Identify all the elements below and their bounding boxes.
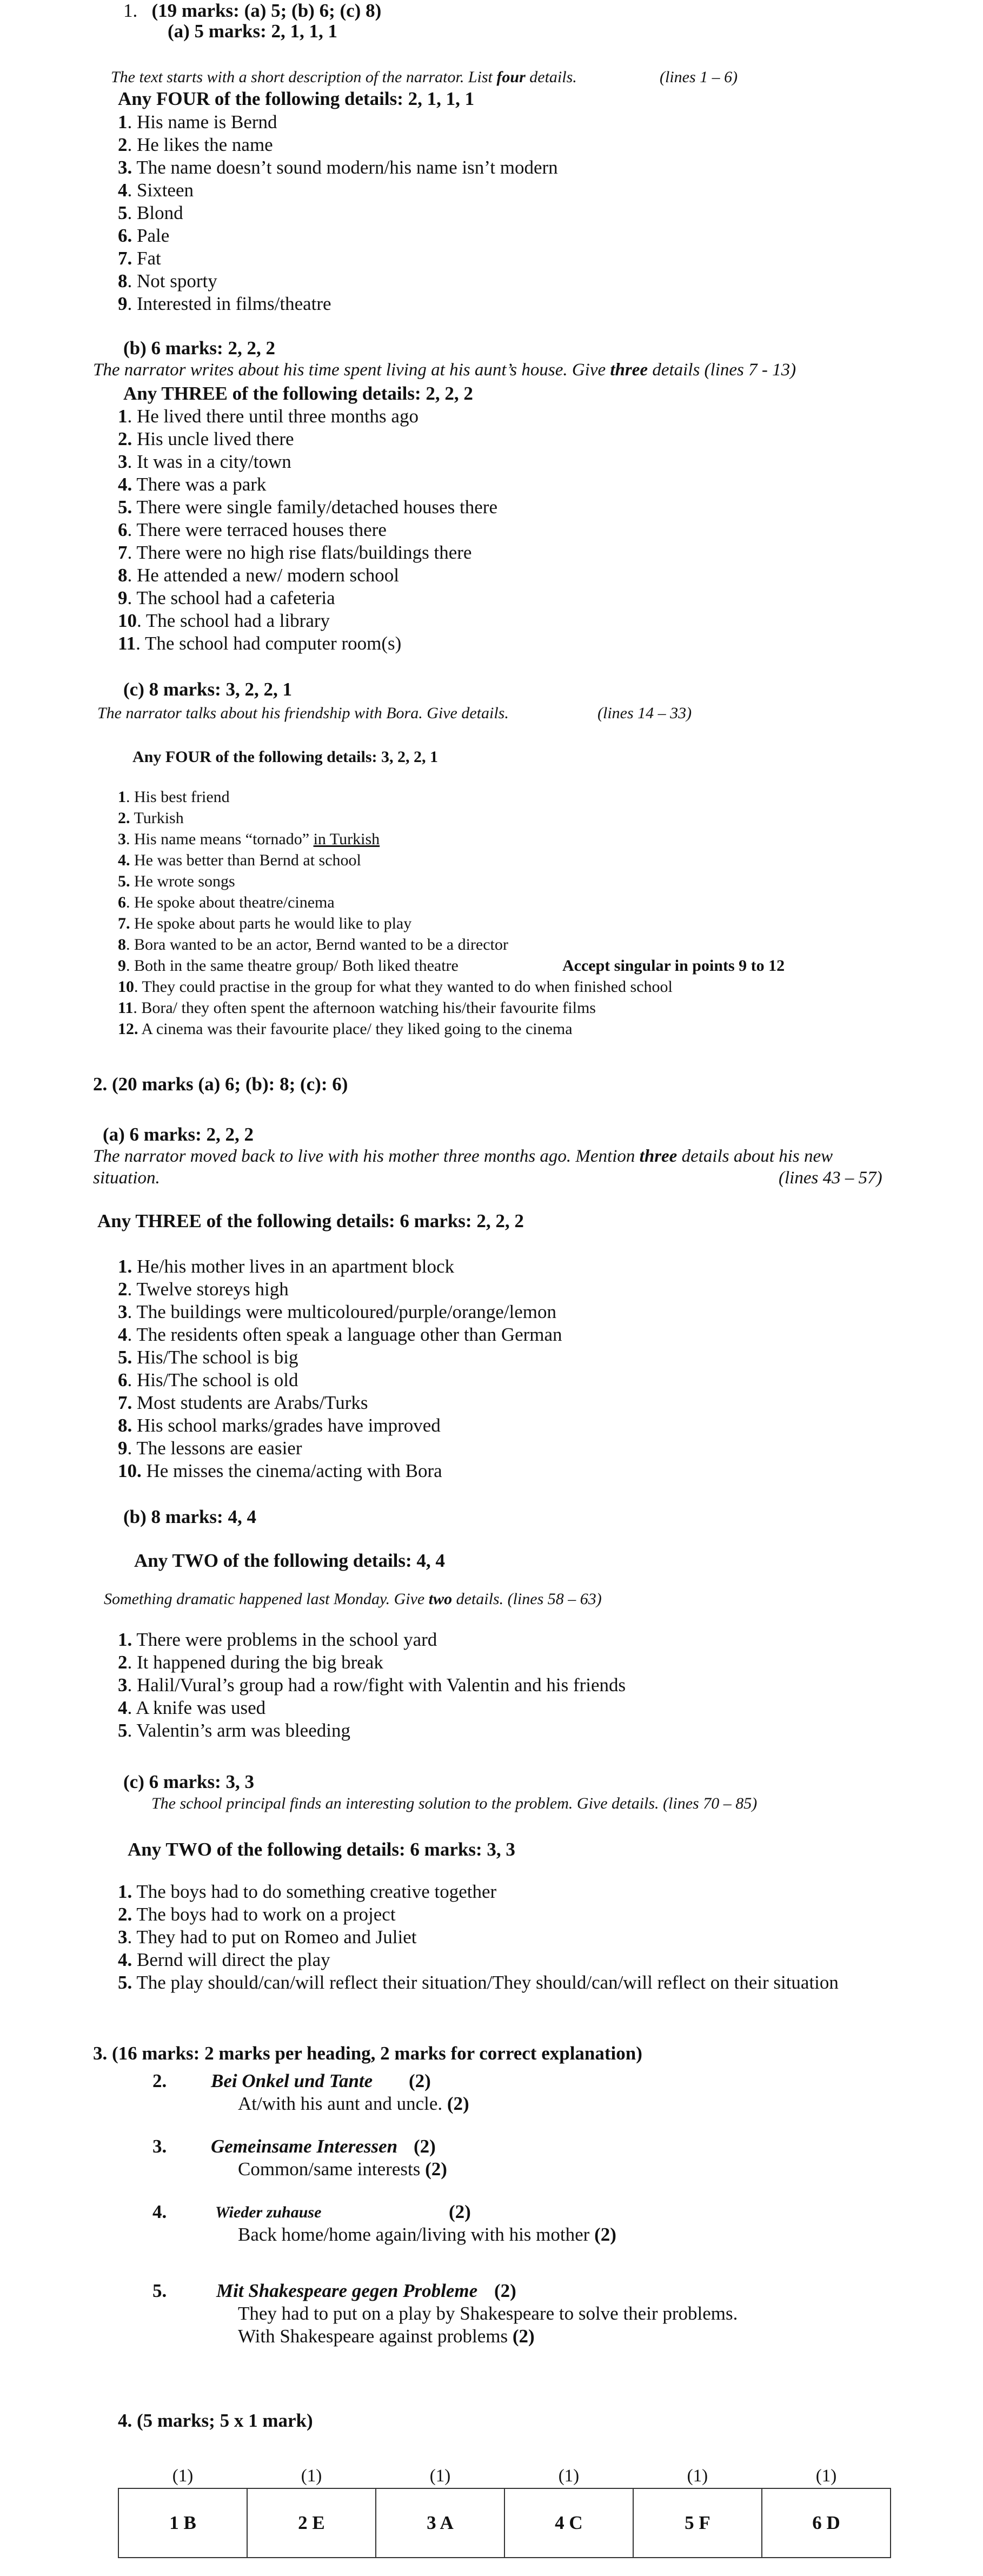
q1b-heading: (b) 6 marks: 2, 2, 2 [123,337,275,359]
list-item: 9. The school had a cafeteria [118,587,335,608]
q3-entry-explanation: They had to put on a play by Shakespeare to solve their problems. [238,2303,738,2324]
list-item: 6. He spoke about theatre/cinema [118,893,335,911]
q1b-prompt: The narrator writes about his time spent living at his aunt’s house. Give three details (lines 7 - 13) [93,360,796,380]
q4-mark: (1) [301,2466,322,2486]
q3-entry-points: (2) [414,2136,436,2157]
q3-entry-explanation: Back home/home again/living with his mother (2) [238,2224,616,2245]
list-item: 7. There were no high rise flats/buildings there [118,542,472,563]
list-item: 1. His best friend [118,788,230,806]
table-cell: 5 F [633,2488,762,2558]
list-item: 4. A knife was used [118,1697,266,1718]
list-item: 6. Pale [118,225,170,246]
q2a-heading: (a) 6 marks: 2, 2, 2 [103,1124,254,1145]
list-item: 4. There was a park [118,474,267,495]
q3-entry-points: (2) [449,2201,471,2222]
q2-heading: 2. (20 marks (a) 6; (b): 8; (c): 6) [93,1074,348,1095]
list-item: 1. He lived there until three months ago [118,406,419,427]
list-item: 10. He misses the cinema/acting with Bora [118,1460,442,1481]
list-item: 4. Sixteen [118,180,194,201]
q2a-prompt: The narrator moved back to live with his mother three months ago. Mention three details about his new [93,1147,833,1166]
list-item: 6. His/The school is old [118,1369,298,1390]
list-item: 5. There were single family/detached houses there [118,496,497,518]
list-item: 4. The residents often speak a language other than German [118,1324,562,1345]
q3-entry-number: 2. [152,2070,167,2091]
list-item: 2. The boys had to work on a project [118,1904,396,1925]
list-item: 2. Twelve storeys high [118,1279,289,1300]
list-item: 8. Not sporty [118,270,217,292]
q1a-prompt: The text starts with a short description of the narrator. List four details. [111,68,577,86]
q2b-prompt: Something dramatic happened last Monday. Give two details. (lines 58 – 63) [104,1590,602,1608]
list-item: 8. His school marks/grades have improved [118,1415,441,1436]
q3-entry-points: (2) [409,2070,431,2091]
list-item: 2. He likes the name [118,134,273,155]
q3-entry-heading: Mit Shakespeare gegen Probleme [216,2280,478,2301]
list-item: 9. The lessons are easier [118,1438,302,1459]
q4-mark: (1) [687,2466,708,2486]
list-item: 5. The play should/can/will reflect their situation/They should/can/will reflect on their situation [118,1972,839,1993]
q1-heading: 1. (19 marks: (a) 5; (b) 6; (c) 8) [123,0,382,21]
q2a-lines: (lines 43 – 57) [779,1168,882,1188]
list-item: 2. His uncle lived there [118,428,294,449]
list-item: 3. They had to put on Romeo and Juliet [118,1926,417,1948]
list-item: 3. It was in a city/town [118,451,291,472]
list-item: 8. He attended a new/ modern school [118,565,399,586]
list-item: 5. He wrote songs [118,872,235,890]
q3-entry-explanation-2: With Shakespeare against problems (2) [238,2326,535,2347]
list-item: 4. Bernd will direct the play [118,1949,330,1970]
list-item: 1. His name is Bernd [118,111,277,133]
q3-entry-explanation: At/with his aunt and uncle. (2) [238,2093,469,2114]
q2a-any: Any THREE of the following details: 6 marks: 2, 2, 2 [97,1210,524,1231]
q2a-prompt-line2: situation. [93,1168,160,1188]
list-item: 5. Blond [118,202,183,223]
list-item: 11. Bora/ they often spent the afternoon watching his/their favourite films [118,999,596,1017]
q3-entry-heading: Gemeinsame Interessen [211,2136,398,2157]
list-item: 7. Most students are Arabs/Turks [118,1392,368,1413]
list-item: 8. Bora wanted to be an actor, Bernd wanted to be a director [118,936,508,953]
table-cell: 6 D [762,2488,891,2558]
q1a-lines: (lines 1 – 6) [660,68,738,86]
table-row [118,2488,891,2558]
list-item: 9. Both in the same theatre group/ Both liked theatre [118,957,459,975]
q2c-heading: (c) 6 marks: 3, 3 [123,1771,255,1792]
list-item: 7. Fat [118,248,161,269]
list-item: 7. He spoke about parts he would like to play [118,915,412,932]
q1a-heading: (a) 5 marks: 2, 1, 1, 1 [168,21,337,42]
q1c-lines: (lines 14 – 33) [597,704,692,722]
table-cell: 4 C [504,2488,633,2558]
q2b-any: Any TWO of the following details: 4, 4 [134,1550,445,1571]
q4-heading: 4. (5 marks; 5 x 1 mark) [118,2410,313,2431]
list-item: 1. There were problems in the school yard [118,1629,437,1650]
q3-entry-heading: Wieder zuhause [215,2203,322,2221]
q3-entry-heading: Bei Onkel und Tante [211,2070,373,2091]
q1a-any: Any FOUR of the following details: 2, 1, 1, 1 [118,88,475,109]
q1b-any: Any THREE of the following details: 2, 2, 2 [123,383,473,404]
list-item: 12. A cinema was their favourite place/ they liked going to the cinema [118,1020,573,1038]
q2c-prompt: The school principal finds an interesting solution to the problem. Give details. (lines 70 – 85) [151,1794,758,1812]
list-item: 9. Interested in films/theatre [118,293,331,314]
q4-mark: (1) [815,2466,837,2486]
q3-entry-explanation: Common/same interests (2) [238,2158,447,2180]
list-item: 3. The buildings were multicoloured/purple/orange/lemon [118,1301,556,1322]
table-cell: 2 E [247,2488,376,2558]
list-item: 10. The school had a library [118,610,330,631]
list-item: 5. Valentin’s arm was bleeding [118,1720,350,1741]
list-item: 1. He/his mother lives in an apartment block [118,1256,455,1277]
table-cell: 3 A [376,2488,504,2558]
q4-mark: (1) [558,2466,580,2486]
list-item: 2. It happened during the big break [118,1652,383,1673]
q4-mark: (1) [429,2466,451,2486]
q3-heading: 3. (16 marks: 2 marks per heading, 2 marks for correct explanation) [93,2043,642,2064]
q1c-any: Any FOUR of the following details: 3, 2, 2, 1 [132,748,438,766]
list-item: 11. The school had computer room(s) [118,633,402,654]
q2c-any: Any TWO of the following details: 6 marks: 3, 3 [128,1839,515,1860]
list-item: 3. His name means “tornado” in Turkish [118,830,380,848]
list-item: 10. They could practise in the group for what they wanted to do when finished school [118,978,673,996]
q3-entry-number: 5. [152,2280,167,2301]
list-item: 3. The name doesn’t sound modern/his name isn’t modern [118,157,558,178]
list-item: 2. Turkish [118,809,184,827]
q2b-heading: (b) 8 marks: 4, 4 [123,1506,256,1527]
list-item: 6. There were terraced houses there [118,519,387,540]
q1c-prompt: The narrator talks about his friendship with Bora. Give details. [97,704,509,722]
q1c-heading: (c) 8 marks: 3, 2, 2, 1 [123,679,293,700]
q3-entry-number: 4. [152,2201,167,2222]
list-item: 1. The boys had to do something creative together [118,1881,497,1902]
q4-mark: (1) [172,2466,194,2486]
table-cell: 1 B [118,2488,247,2558]
accept-singular-note: Accept singular in points 9 to 12 [562,957,785,975]
list-item: 3. Halil/Vural’s group had a row/fight with Valentin and his friends [118,1674,626,1696]
list-item: 5. His/The school is big [118,1347,298,1368]
q3-entry-number: 3. [152,2136,167,2157]
q4-answer-table [118,2488,891,2558]
list-item: 4. He was better than Bernd at school [118,851,361,869]
q3-entry-points: (2) [494,2280,516,2301]
